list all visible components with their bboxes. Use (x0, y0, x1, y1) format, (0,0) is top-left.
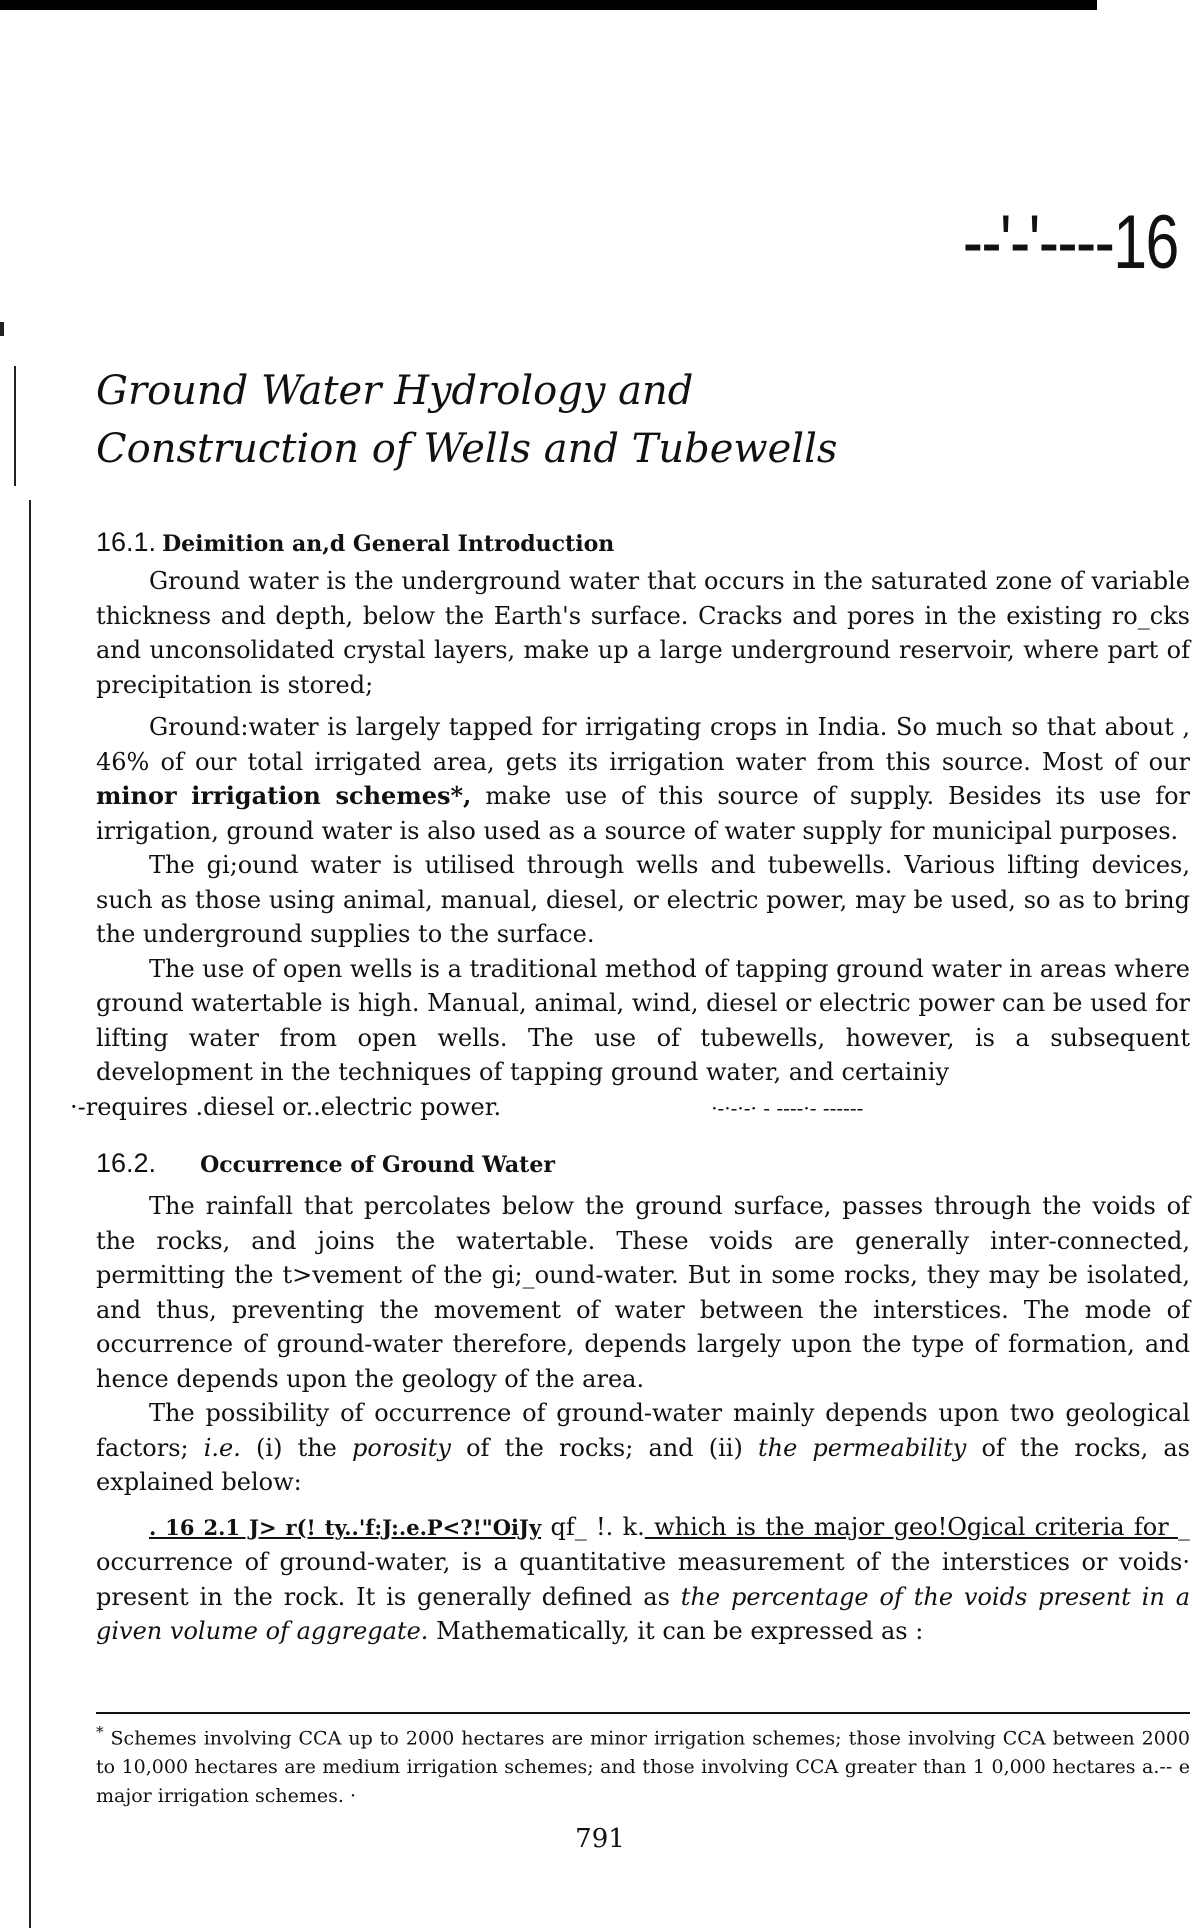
section-title: Deimition an,d General Introduction (162, 531, 615, 557)
top-border (0, 0, 1097, 10)
text-run: Mathematically, it can be expressed as : (428, 1617, 924, 1645)
garbled-heading: . 16 2.1 J> r(! ty..'f:J:.e.P<?!"OiJy (149, 1514, 542, 1540)
text-run: make use of this source of supply. Besides its use for irrigation, ground water is also used as a source of water supply for municipal purposes. (96, 782, 1190, 845)
paragraph-last-line (70, 1090, 1190, 1126)
text-run: of the rocks; and (ii) (450, 1433, 758, 1462)
margin-mark (0, 322, 4, 336)
page-number: 791 (575, 1824, 625, 1854)
footnote (96, 1718, 1190, 1811)
bold-term: minor irrigation schemes*, (96, 781, 472, 810)
text-run: (i) the (240, 1433, 353, 1462)
italic-term: i.e. (203, 1433, 241, 1462)
text-run: _ occurrence of ground-water, is a quantitative measurement of the interstices or voids· present in the rock. It is generally defined as (96, 1512, 1190, 1611)
paragraph (96, 1510, 1190, 1649)
paragraph: The rainfall that percolates below the ground surface, passes through the voids of the rocks, and joins the watertable. These voids are generally inter-connected, permitting the t>vement of the gi;_ound-water. But in some rocks, they may be isolated, and thus, preventing the movement of water between the interstices. The mode of occurrence of ground-water therefore, depends largely upon the type of formation, and hence depends upon the geology of the area. (96, 1192, 1190, 1393)
section-number: 16.2. (96, 1148, 157, 1178)
body-content (70, 522, 1191, 1649)
underlined-text: which is the major geo!Ogical criteria for (644, 1512, 1178, 1541)
italic-definition: the percentage of the voids present in a given volume of aggregate. (96, 1582, 1191, 1645)
paragraph (96, 1396, 1190, 1500)
italic-term: porosity (352, 1433, 451, 1462)
section-heading-16-1 (96, 522, 1190, 564)
text-run: of the rocks, as explained below: (96, 1433, 1191, 1496)
section-title: Occurrence of Ground Water (200, 1152, 555, 1178)
left-margin-rule (29, 500, 31, 1928)
chapter-title-line1: Ground Water Hydrology and (96, 368, 694, 414)
chapter-number: --'-'----16 (963, 200, 1178, 285)
text-run: qf_ !. k. (541, 1512, 645, 1541)
dash-marks: ·-·-·-· - ----·- ------ (711, 1095, 864, 1120)
footnote-mark: * (96, 1723, 104, 1741)
section-heading-16-2 (96, 1143, 1190, 1185)
footnote-text: Schemes involving CCA up to 2000 hectares are minor irrigation schemes; those involving CCA between 2000 to 10,000 hectares are medium irrigation schemes; and those involving CCA greater than 1 0,000 hectares a.-- e major irrigation schemes. · (96, 1727, 1190, 1808)
paragraph (96, 710, 1190, 848)
paragraph: Ground water is the underground water that occurs in the saturated zone of variable thickness and depth, below the Earth's surface. Cracks and pores in the existing ro_cks and unconsolidated crystal layers, make up a large underground reservoir, where part of precipitation is stored; (96, 567, 1190, 699)
text-run: ·-requires .diesel or..electric power. (70, 1092, 502, 1121)
italic-term: the permeability (757, 1433, 967, 1462)
title-margin-rule (14, 366, 16, 486)
paragraph: The gi;ound water is utilised through wells and tubewells. Various lifting devices, such as those using animal, manual, diesel, or electric power, may be used, so as to bring the underground supplies to the surface. (96, 851, 1190, 948)
text-run: Ground:water is largely tapped for irrigating crops in India. So much so that about , 46% of our total irrigated area, gets its irrigation water from this source. Most of our (96, 713, 1190, 776)
text-run: The possibility of occurrence of ground-water mainly depends upon two geological factors; (96, 1399, 1190, 1462)
paragraph: The use of open wells is a traditional method of tapping ground water in areas where ground watertable is high. Manual, animal, wind, diesel or electric power can be used for lifting water from open wells. The use of tubewells, however, is a subsequent development in the techniques of tapping ground water, and certainiy (96, 954, 1191, 1086)
chapter-title (96, 362, 837, 478)
chapter-title-line2: Construction of Wells and Tubewells (96, 426, 838, 472)
section-number: 16.1. (96, 527, 157, 557)
footnote-rule (96, 1712, 1190, 1714)
